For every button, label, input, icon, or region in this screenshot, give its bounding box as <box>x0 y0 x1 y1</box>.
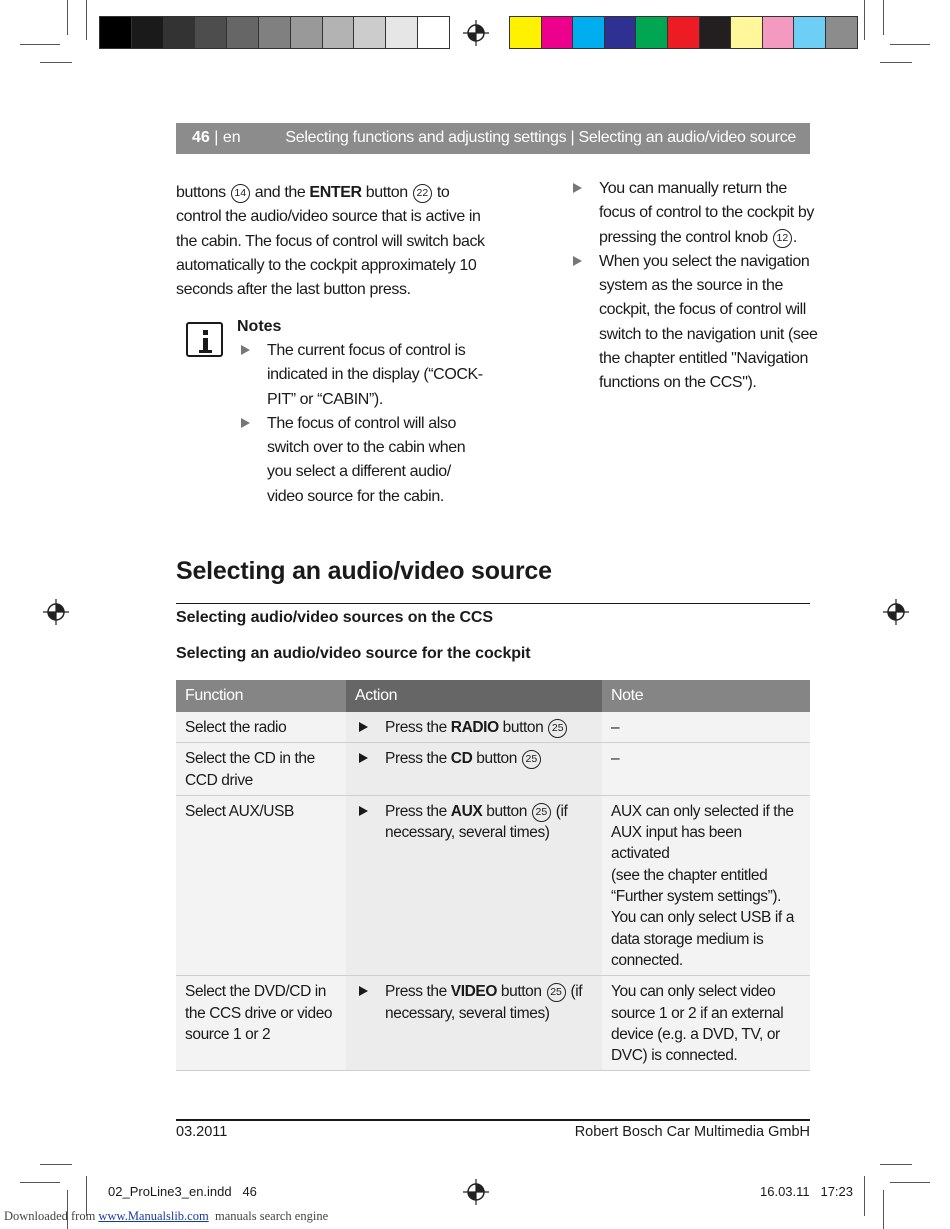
table-row <box>176 743 810 796</box>
page-number: 46 | en <box>192 129 241 146</box>
footer-date: 03.2011 <box>176 1124 228 1140</box>
crop-mark <box>883 1190 884 1229</box>
crop-mark <box>20 1182 60 1183</box>
color-swatch <box>573 17 605 48</box>
function-cell: Select the CD in the CCD drive <box>176 743 346 796</box>
color-swatch <box>195 17 227 48</box>
table-row <box>176 976 810 1071</box>
right-column-list <box>569 177 819 396</box>
table-header-row <box>176 680 810 712</box>
list-item: When you select the navigation system as the source in the cockpit, the focus of control will switch to the navigation unit (see the chapter entitled "Navigation functions on the CCS"). <box>569 250 819 396</box>
info-icon <box>186 322 223 357</box>
color-swatch <box>259 17 291 48</box>
registration-mark-icon <box>463 1179 489 1205</box>
note-cell: You can only select video source 1 or 2 if an external device (e.g. a DVD, TV, or DVC) is connected. <box>602 976 810 1071</box>
color-swatch <box>605 17 637 48</box>
intro-paragraph: buttons 14 and the ENTER button 22 to control the audio/video source that is active in the cabin. The focus of control will switch back automatically to the cockpit approximately 10 seconds after the last button press. <box>176 184 485 299</box>
color-calibration-bar <box>509 16 858 49</box>
column-header-action: Action <box>346 680 602 712</box>
function-cell: Select the DVD/CD in the CCS drive or video source 1 or 2 <box>176 976 346 1071</box>
running-title: Selecting functions and adjusting settings | Selecting an audio/video source <box>285 129 796 146</box>
action-cell: Press the VIDEO button 25 (if necessary, several times) <box>346 976 602 1071</box>
notes-title: Notes <box>237 318 282 335</box>
button-number-badge: 12 <box>773 229 792 248</box>
page-header <box>176 123 810 154</box>
crop-mark <box>864 1176 865 1216</box>
button-number-badge: 25 <box>548 719 567 738</box>
color-swatch <box>291 17 323 48</box>
table-row <box>176 712 810 743</box>
button-number-badge: 25 <box>547 983 566 1002</box>
button-number-badge: 25 <box>532 803 551 822</box>
table-row <box>176 795 810 975</box>
color-swatch <box>386 17 418 48</box>
crop-mark <box>890 44 930 45</box>
note-cell: – <box>602 743 810 796</box>
audio-video-source-table <box>176 680 810 1071</box>
footer-rule <box>176 1119 810 1121</box>
heading-rule <box>176 603 810 604</box>
footer-company: Robert Bosch Car Multimedia GmbH <box>574 1124 810 1140</box>
action-cell: Press the RADIO button 25 <box>346 712 602 743</box>
crop-mark <box>67 0 68 35</box>
registration-mark-icon <box>43 599 69 625</box>
crop-mark <box>40 1164 72 1165</box>
subsection-heading: Selecting audio/video sources on the CCS <box>176 609 493 626</box>
button-number-badge: 14 <box>231 184 250 203</box>
color-swatch <box>164 17 196 48</box>
list-item: You can manually return the focus of control to the cockpit by pressing the control knob 12 . <box>569 177 819 250</box>
crop-mark <box>883 0 884 35</box>
button-number-badge: 22 <box>413 184 432 203</box>
section-heading: Selecting an audio/video source <box>176 557 552 585</box>
note-cell: AUX can only selected if the AUX input has been activated (see the chapter entitled “Further system settings”). You can only select USB if a data storage medium is connected. <box>602 795 810 975</box>
crop-mark <box>880 62 912 63</box>
color-swatch <box>794 17 826 48</box>
color-swatch <box>668 17 700 48</box>
crop-mark <box>880 1164 912 1165</box>
color-swatch <box>227 17 259 48</box>
button-number-badge: 25 <box>522 750 541 769</box>
color-swatch <box>700 17 732 48</box>
color-swatch <box>731 17 763 48</box>
column-header-function: Function <box>176 680 346 712</box>
crop-mark <box>86 0 87 40</box>
print-slug-file: 02_ProLine3_en.indd 46 <box>108 1184 257 1199</box>
grayscale-calibration-bar <box>99 16 450 49</box>
color-swatch <box>826 17 857 48</box>
column-header-note: Note <box>602 680 810 712</box>
color-swatch <box>100 17 132 48</box>
manualslib-link[interactable]: www.Manualslib.com <box>98 1209 209 1223</box>
list-item: The current focus of control is indicated in the display (“COCK- PIT” or “CABIN”). <box>237 339 487 412</box>
color-swatch <box>132 17 164 48</box>
function-cell: Select the radio <box>176 712 346 743</box>
print-slug-timestamp: 16.03.11 17:23 <box>760 1184 854 1199</box>
color-swatch <box>418 17 449 48</box>
registration-mark-icon <box>883 599 909 625</box>
action-cell: Press the CD button 25 <box>346 743 602 796</box>
action-cell: Press the AUX button 25 (if necessary, several times) <box>346 795 602 975</box>
crop-mark <box>890 1182 930 1183</box>
download-credit: Downloaded from www.Manualslib.com manuals search engine <box>4 1209 329 1223</box>
crop-mark <box>40 62 72 63</box>
list-item: The focus of control will also switch over to the cabin when you select a different audio/ video source for the cabin. <box>237 412 487 509</box>
registration-mark-icon <box>463 20 489 46</box>
function-cell: Select AUX/USB <box>176 795 346 975</box>
note-cell: – <box>602 712 810 743</box>
color-swatch <box>510 17 542 48</box>
subsection-heading: Selecting an audio/video source for the cockpit <box>176 645 531 662</box>
color-swatch <box>636 17 668 48</box>
color-swatch <box>542 17 574 48</box>
notes-list <box>237 339 487 509</box>
color-swatch <box>763 17 795 48</box>
crop-mark <box>864 0 865 40</box>
color-swatch <box>323 17 355 48</box>
color-swatch <box>354 17 386 48</box>
crop-mark <box>20 44 60 45</box>
